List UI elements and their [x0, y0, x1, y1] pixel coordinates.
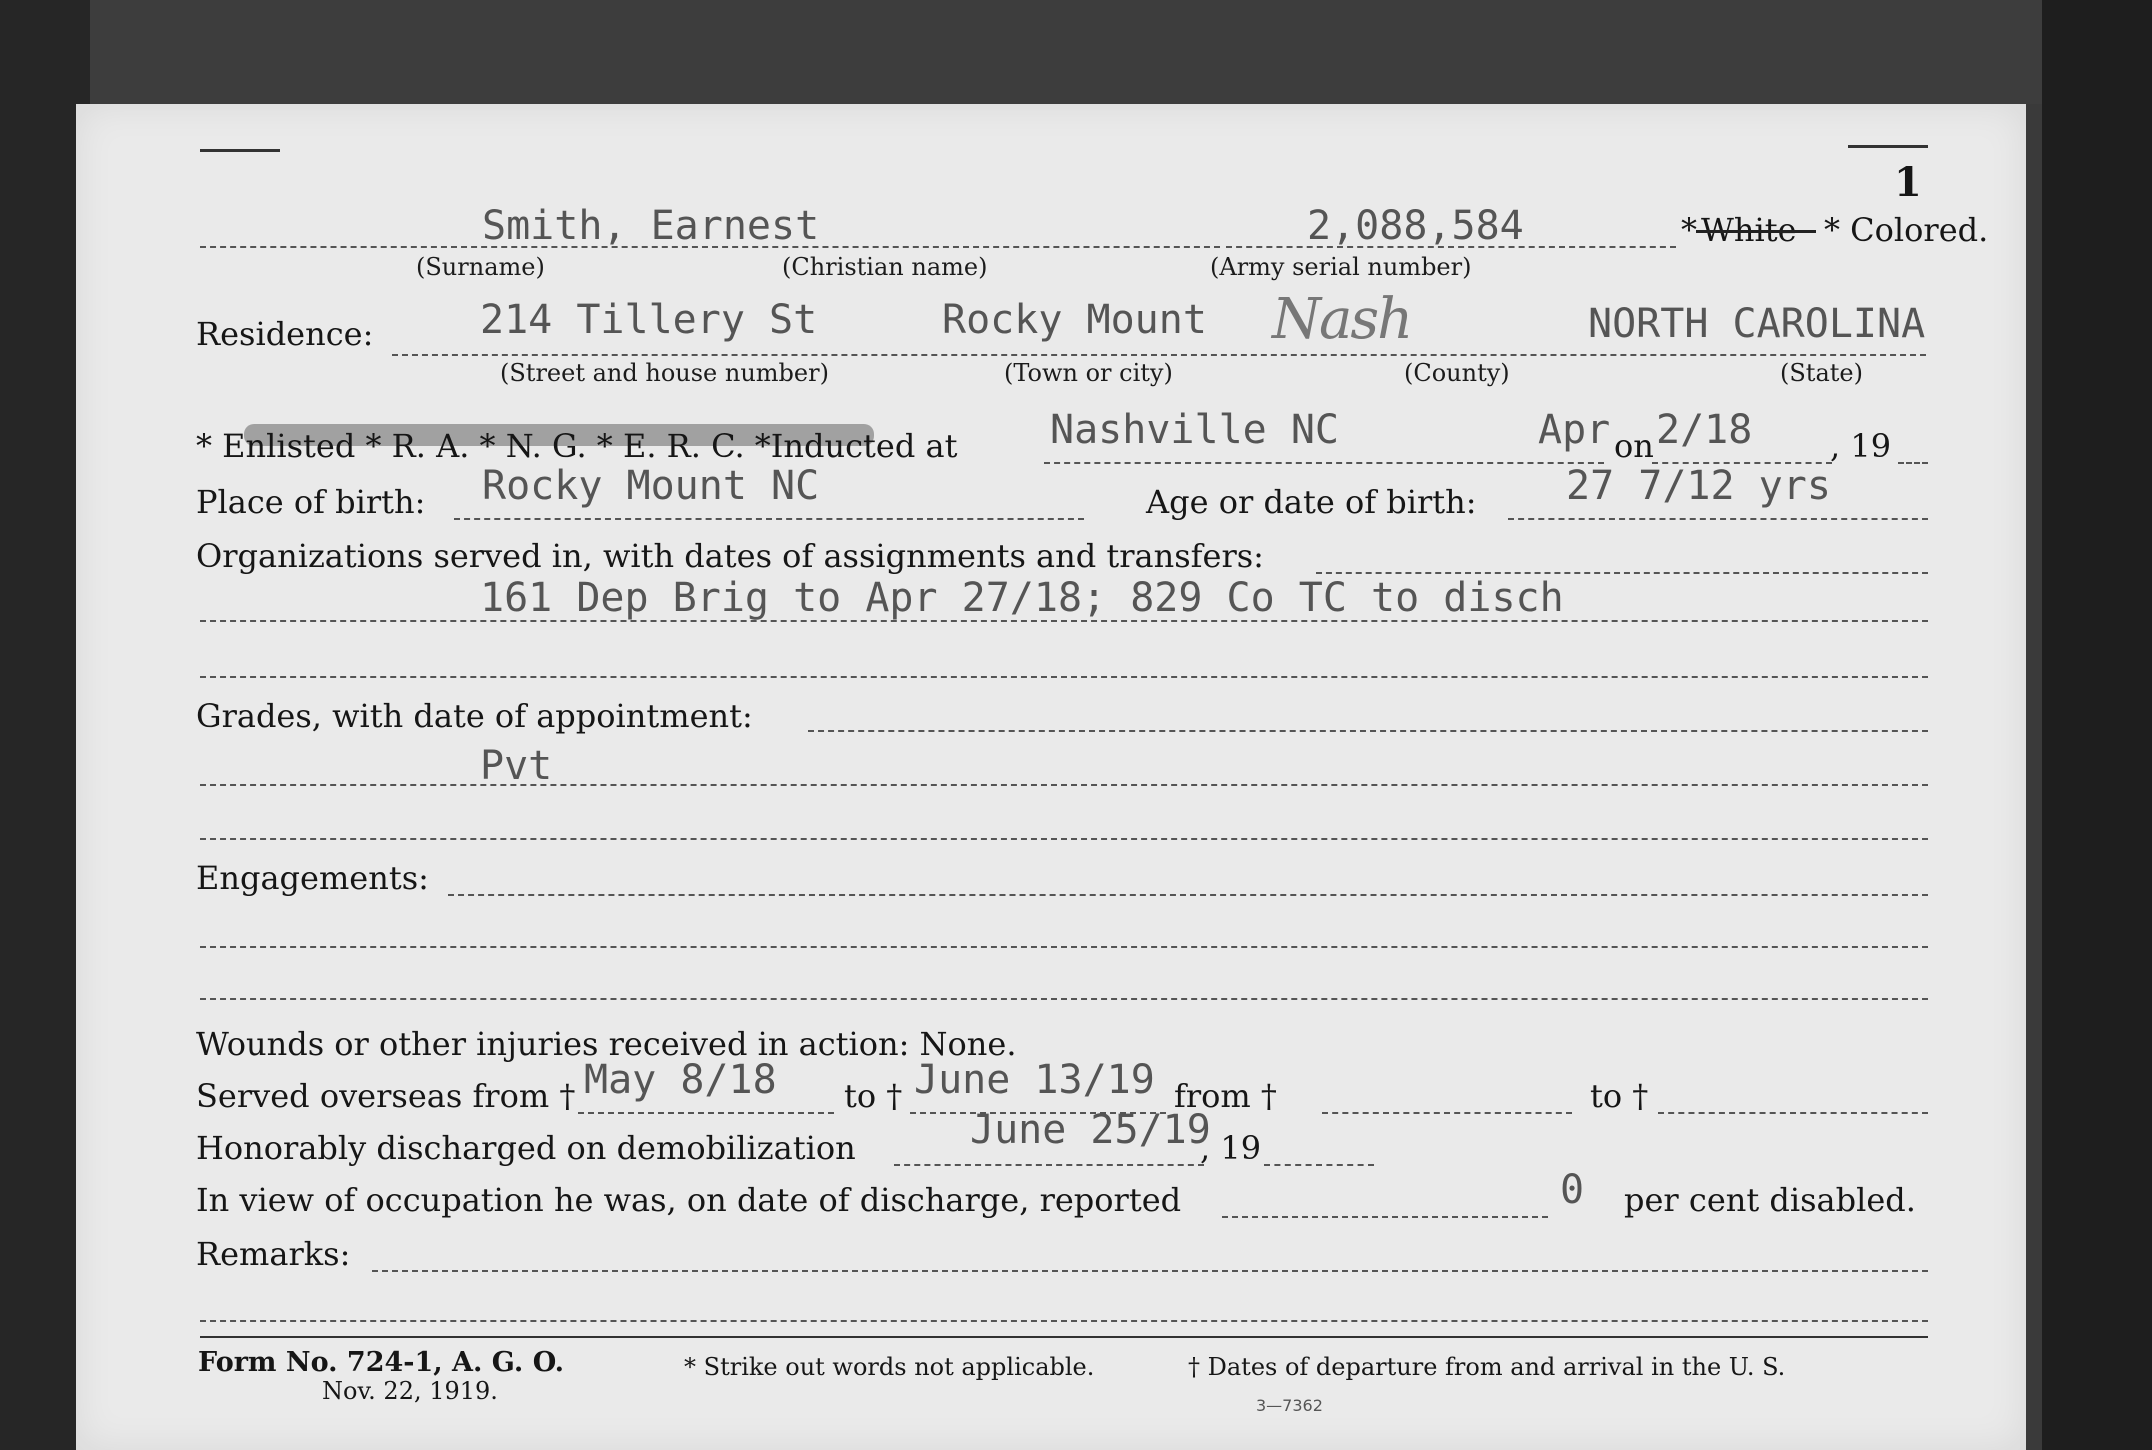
organizations-value: 161 Dep Brig to Apr 27/18; 829 Co TC to disch	[480, 575, 1564, 621]
name-value: Smith, Earnest	[482, 203, 820, 249]
remarks-line-1	[372, 1270, 1928, 1272]
remarks-label: Remarks:	[196, 1235, 351, 1273]
on-label: on	[1614, 427, 1654, 465]
organizations-label: Organizations served in, with dates of assignments and transfers:	[196, 537, 1264, 575]
grades-label: Grades, with date of appointment:	[196, 697, 753, 735]
state-label: (State)	[1780, 359, 1863, 387]
white-label: White	[1701, 211, 1797, 249]
serial-number-label: (Army serial number)	[1210, 253, 1472, 281]
enlisted-label: * Enlisted * R. A. * N. G. * E. R. C. *Inducted at	[196, 427, 958, 465]
serial-value: 2,088,584	[1307, 203, 1524, 249]
surname-label: (Surname)	[416, 253, 545, 281]
disabled-value: 0	[1560, 1167, 1585, 1213]
birthplace-line	[454, 518, 1084, 520]
organizations-line-3	[200, 676, 1928, 678]
street-value: 214 Tillery St	[480, 297, 818, 343]
remarks-line-2	[200, 1320, 1928, 1322]
residence-line	[392, 354, 1926, 356]
engagements-line-1	[448, 894, 1928, 896]
footer-rule	[200, 1336, 1928, 1338]
year-line	[1898, 462, 1928, 464]
name-line	[200, 246, 1220, 248]
overseas-from-value: May 8/18	[584, 1057, 777, 1103]
disabled-label: per cent disabled.	[1624, 1181, 1916, 1219]
place-of-birth-label: Place of birth:	[196, 483, 426, 521]
to-line-2	[1658, 1112, 1928, 1114]
serial-line	[1226, 246, 1676, 248]
occupation-label: In view of occupation he was, on date of discharge, reported	[196, 1181, 1182, 1219]
white-strikethrough	[1696, 230, 1816, 233]
age-label: Age or date of birth:	[1146, 483, 1477, 521]
inducted-month-value: Apr	[1538, 407, 1611, 453]
overseas-to-value: June 13/19	[914, 1057, 1155, 1103]
overseas-to-label: to †	[844, 1077, 903, 1115]
town-label: (Town or city)	[1004, 359, 1173, 387]
organizations-line-2	[200, 620, 1928, 622]
birthplace-value: Rocky Mount NC	[482, 463, 820, 509]
to-label-2: to †	[1590, 1077, 1649, 1115]
top-right-rule	[1848, 145, 1928, 148]
grades-line-3	[200, 838, 1928, 840]
service-record-card	[76, 104, 2026, 1450]
county-value: Nash	[1272, 287, 1412, 352]
christian-name-label: (Christian name)	[782, 253, 988, 281]
grades-line-1	[808, 730, 1928, 732]
wounds-label: Wounds or other injuries received in action: None.	[196, 1025, 1017, 1063]
grade-value: Pvt	[480, 743, 553, 789]
discharge-label: Honorably discharged on demobilization	[196, 1129, 856, 1167]
from-label-2: from †	[1174, 1077, 1277, 1115]
engagements-line-2	[200, 946, 1928, 948]
grades-line-2	[200, 784, 1928, 786]
street-label: (Street and house number)	[500, 359, 829, 387]
town-value: Rocky Mount	[942, 297, 1207, 343]
occupation-line	[1222, 1216, 1548, 1218]
inducted-day-value: 2/18	[1656, 407, 1753, 453]
residence-label: Residence:	[196, 315, 374, 353]
background-right	[2042, 0, 2152, 1450]
state-value: NORTH CAROLINA	[1588, 301, 1926, 347]
footnote-strike-out: * Strike out words not applicable.	[684, 1353, 1095, 1381]
inducted-at-value: Nashville NC	[1050, 407, 1339, 453]
overseas-from-line	[578, 1112, 834, 1114]
discharge-year-line	[1264, 1164, 1374, 1166]
background-top	[90, 0, 2042, 104]
from-line-2	[1322, 1112, 1572, 1114]
engagements-label: Engagements:	[196, 859, 429, 897]
overseas-from-label: Served overseas from †	[196, 1077, 576, 1115]
footnote-dates: † Dates of departure from and arrival in the U. S.	[1188, 1353, 1786, 1381]
print-code: 3—7362	[1256, 1396, 1323, 1415]
top-left-rule	[200, 149, 280, 152]
year-label: , 19	[1830, 427, 1892, 465]
organizations-line-1	[1316, 572, 1928, 574]
form-date: Nov. 22, 1919.	[322, 1377, 498, 1405]
discharge-line	[894, 1164, 1204, 1166]
colored-label: * Colored.	[1824, 211, 1989, 249]
card-number: 1	[1894, 159, 1922, 206]
inducted-at-line	[1044, 462, 1604, 464]
form-number: Form No. 724-1, A. G. O.	[198, 1347, 565, 1378]
discharge-year-label: , 19	[1200, 1129, 1262, 1167]
county-label: (County)	[1404, 359, 1510, 387]
age-line	[1508, 518, 1928, 520]
age-value: 27 7/12 yrs	[1566, 463, 1831, 509]
discharge-value: June 25/19	[970, 1107, 1211, 1153]
engagements-line-3	[200, 998, 1928, 1000]
asterisk-white: *	[1681, 211, 1697, 249]
